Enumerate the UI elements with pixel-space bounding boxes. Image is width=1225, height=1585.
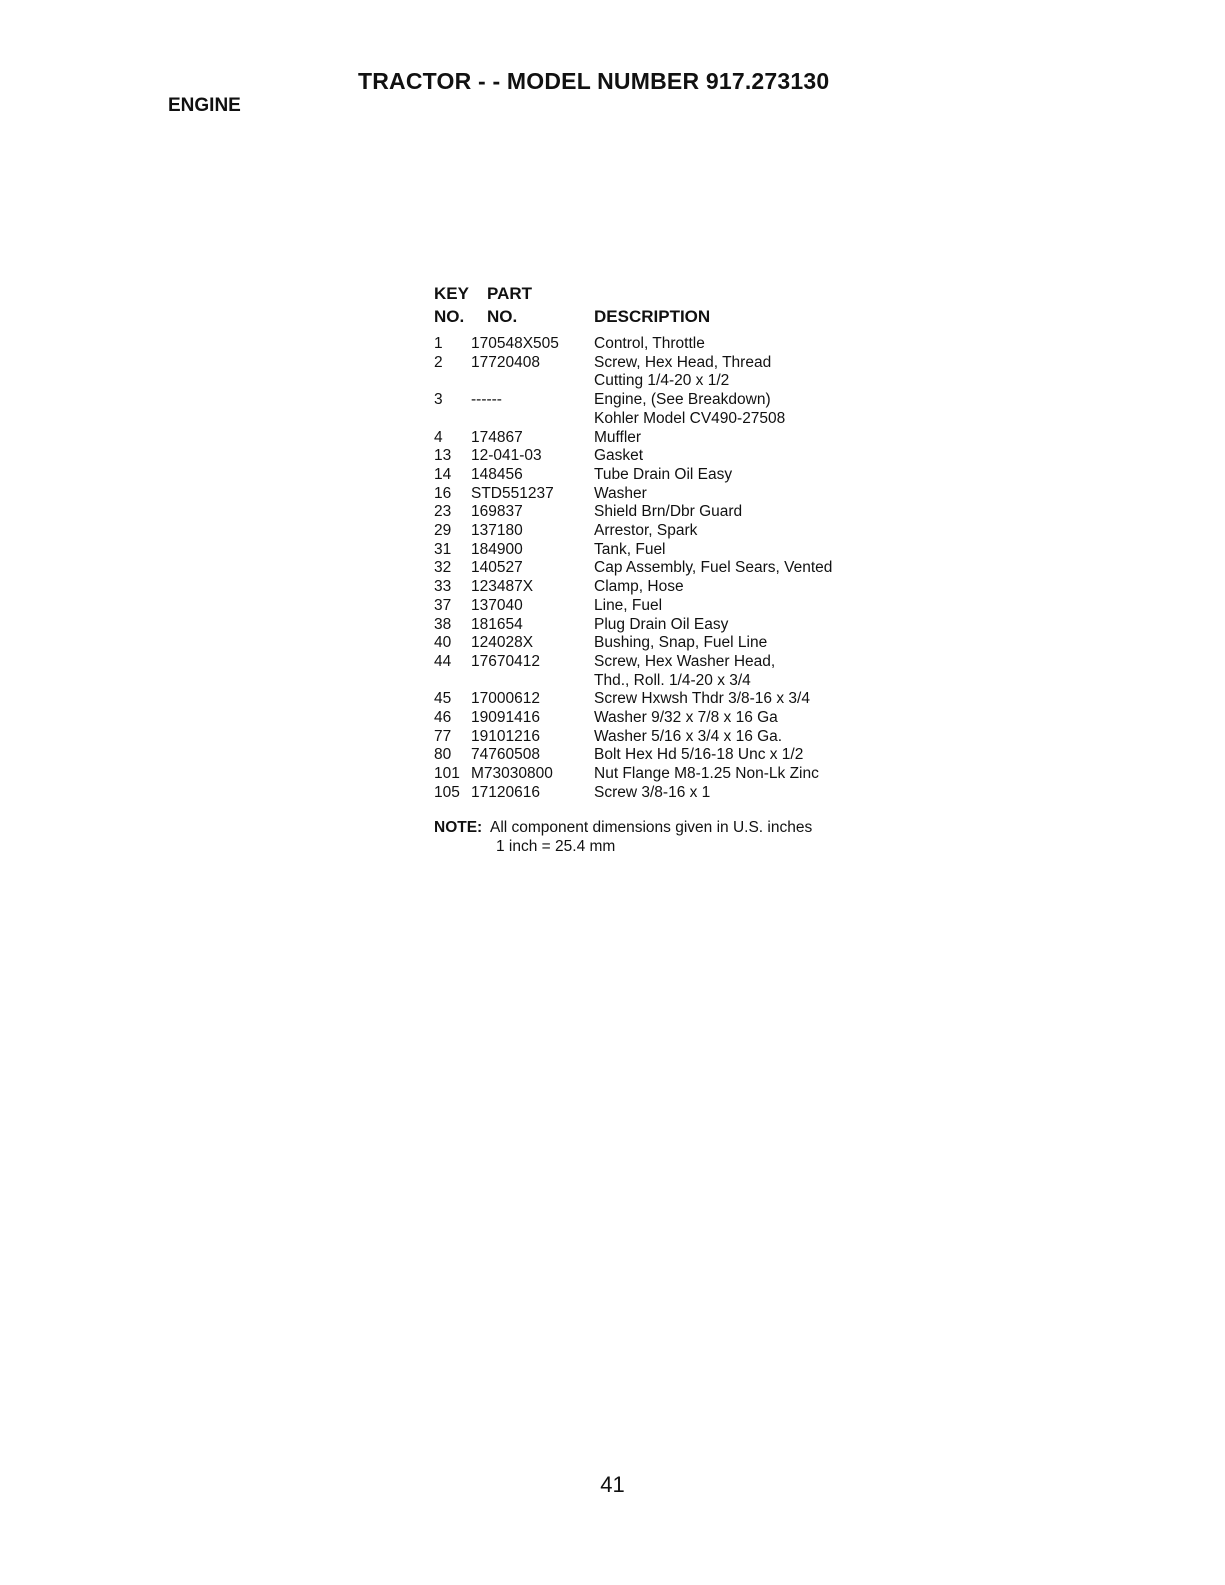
key-cell: 2 bbox=[434, 353, 443, 371]
part-number-cell: STD551237 bbox=[471, 484, 554, 502]
table-row bbox=[434, 765, 894, 784]
part-number-cell: 170548X505 bbox=[471, 335, 559, 352]
part-number-cell: 181654 bbox=[471, 615, 523, 633]
key-cell: 4 bbox=[434, 428, 443, 446]
key-cell: 1 bbox=[434, 335, 443, 352]
key-header-line1: KEY bbox=[434, 284, 469, 303]
key-cell: 13 bbox=[434, 447, 452, 465]
key-cell: 80 bbox=[434, 746, 452, 764]
description-cell: Washer 5/16 x 3/4 x 16 Ga. bbox=[594, 727, 783, 745]
part-number-cell: M73030800 bbox=[471, 765, 553, 783]
note-label: NOTE: bbox=[434, 819, 483, 836]
key-cell: 3 bbox=[434, 391, 443, 409]
table-row bbox=[434, 653, 894, 672]
note-line1: All component dimensions given in U.S. inches bbox=[489, 819, 813, 836]
key-cell: 38 bbox=[434, 615, 452, 633]
description-cell: Arrestor, Spark bbox=[594, 522, 698, 540]
description-cell: Tank, Fuel bbox=[594, 540, 666, 558]
key-cell: 16 bbox=[434, 484, 452, 502]
table-row bbox=[434, 410, 894, 429]
table-row bbox=[434, 672, 894, 691]
description-cell: Screw, Hex Head, Thread bbox=[594, 353, 772, 371]
part-number-cell: 17670412 bbox=[471, 652, 540, 670]
description-cell: Washer 9/32 x 7/8 x 16 Ga bbox=[594, 709, 778, 727]
key-cell: 37 bbox=[434, 596, 452, 614]
part-number-cell: 137040 bbox=[471, 596, 523, 614]
table-row bbox=[434, 466, 894, 485]
description-cell: Shield Brn/Dbr Guard bbox=[594, 503, 743, 521]
table-row bbox=[434, 616, 894, 635]
key-cell: 29 bbox=[434, 522, 452, 540]
table-row bbox=[434, 503, 894, 522]
key-cell bbox=[434, 672, 471, 691]
part-number-cell: 169837 bbox=[471, 503, 523, 521]
part-number-cell: ------ bbox=[471, 391, 502, 409]
table-row bbox=[434, 485, 894, 504]
table-row bbox=[434, 354, 894, 373]
description-cell: Screw Hxwsh Thdr 3/8-16 x 3/4 bbox=[594, 690, 810, 708]
description-cell: Cap Assembly, Fuel Sears, Vented bbox=[594, 559, 833, 577]
parts-rows bbox=[434, 335, 894, 803]
table-row bbox=[434, 634, 894, 653]
key-cell: 40 bbox=[434, 634, 452, 652]
key-cell: 105 bbox=[434, 783, 460, 801]
part-number-cell: 148456 bbox=[471, 465, 523, 483]
description-cell: Bushing, Snap, Fuel Line bbox=[594, 634, 768, 652]
table-row bbox=[434, 541, 894, 560]
description-cell: Cutting 1/4-20 x 1/2 bbox=[594, 372, 730, 390]
part-number-cell: 17000612 bbox=[471, 690, 540, 708]
key-header-line2: NO. bbox=[434, 307, 465, 326]
description-cell: Thd., Roll. 1/4-20 x 3/4 bbox=[594, 671, 751, 689]
part-number-cell: 184900 bbox=[471, 540, 523, 558]
table-row bbox=[434, 559, 894, 578]
note-line2: 1 inch = 25.4 mm bbox=[496, 837, 616, 855]
key-cell: 101 bbox=[434, 765, 460, 783]
key-cell bbox=[434, 410, 471, 429]
key-cell: 23 bbox=[434, 503, 452, 521]
description-cell: Engine, (See Breakdown) bbox=[594, 391, 771, 409]
table-row bbox=[434, 597, 894, 616]
part-number-cell: 74760508 bbox=[471, 746, 540, 764]
part-header-line1: PART bbox=[487, 284, 533, 303]
table-row bbox=[434, 372, 894, 391]
description-cell: Clamp, Hose bbox=[594, 578, 684, 596]
key-cell: 14 bbox=[434, 465, 452, 483]
key-cell bbox=[434, 372, 471, 391]
key-cell: 45 bbox=[434, 690, 452, 708]
key-cell: 32 bbox=[434, 559, 452, 577]
note bbox=[434, 819, 812, 856]
description-cell: Line, Fuel bbox=[594, 596, 663, 614]
part-number-cell: 17120616 bbox=[471, 783, 540, 801]
table-row bbox=[434, 728, 894, 747]
description-cell: Bolt Hex Hd 5/16-18 Unc x 1/2 bbox=[594, 746, 804, 764]
key-cell: 77 bbox=[434, 727, 452, 745]
description-cell: Kohler Model CV490-27508 bbox=[594, 409, 786, 427]
description-cell: Muffler bbox=[594, 428, 642, 446]
part-number-cell: 140527 bbox=[471, 559, 523, 577]
table-row bbox=[434, 335, 894, 354]
part-number-cell: 174867 bbox=[471, 428, 523, 446]
description-cell: Washer bbox=[594, 484, 647, 502]
table-row bbox=[434, 784, 894, 803]
description-header: DESCRIPTION bbox=[594, 307, 711, 326]
key-cell: 46 bbox=[434, 709, 452, 727]
description-cell: Plug Drain Oil Easy bbox=[594, 615, 729, 633]
part-number-cell: 12-041-03 bbox=[471, 447, 542, 465]
description-cell: Screw, Hex Washer Head, bbox=[594, 652, 776, 670]
key-cell: 31 bbox=[434, 540, 452, 558]
part-number-cell: 19091416 bbox=[471, 709, 540, 727]
table-row bbox=[434, 429, 894, 448]
part-number-cell: 123487X bbox=[471, 578, 534, 596]
table-header bbox=[434, 284, 894, 332]
part-number-cell: 137180 bbox=[471, 522, 523, 540]
page-title: TRACTOR - - MODEL NUMBER 917.273130 bbox=[358, 68, 830, 94]
table-row bbox=[434, 746, 894, 765]
section-heading: ENGINE bbox=[168, 95, 241, 116]
table-row bbox=[434, 447, 894, 466]
description-cell: Nut Flange M8-1.25 Non-Lk Zinc bbox=[594, 765, 819, 783]
description-cell: Gasket bbox=[594, 447, 644, 465]
parts-table bbox=[434, 284, 894, 803]
key-cell: 44 bbox=[434, 652, 452, 670]
part-header-line2: NO. bbox=[487, 307, 518, 326]
table-row bbox=[434, 709, 894, 728]
page-number: 41 bbox=[600, 1472, 625, 1497]
description-cell: Screw 3/8-16 x 1 bbox=[594, 783, 711, 801]
key-cell: 33 bbox=[434, 578, 452, 596]
description-cell: Control, Throttle bbox=[594, 335, 705, 352]
part-number-cell bbox=[471, 372, 594, 391]
part-number-cell bbox=[471, 672, 594, 691]
table-row bbox=[434, 578, 894, 597]
part-number-cell: 19101216 bbox=[471, 727, 540, 745]
table-row bbox=[434, 522, 894, 541]
table-row bbox=[434, 391, 894, 410]
description-cell: Tube Drain Oil Easy bbox=[594, 465, 733, 483]
part-number-cell bbox=[471, 410, 594, 429]
part-number-cell: 124028X bbox=[471, 634, 534, 652]
part-number-cell: 17720408 bbox=[471, 353, 540, 371]
table-row bbox=[434, 690, 894, 709]
